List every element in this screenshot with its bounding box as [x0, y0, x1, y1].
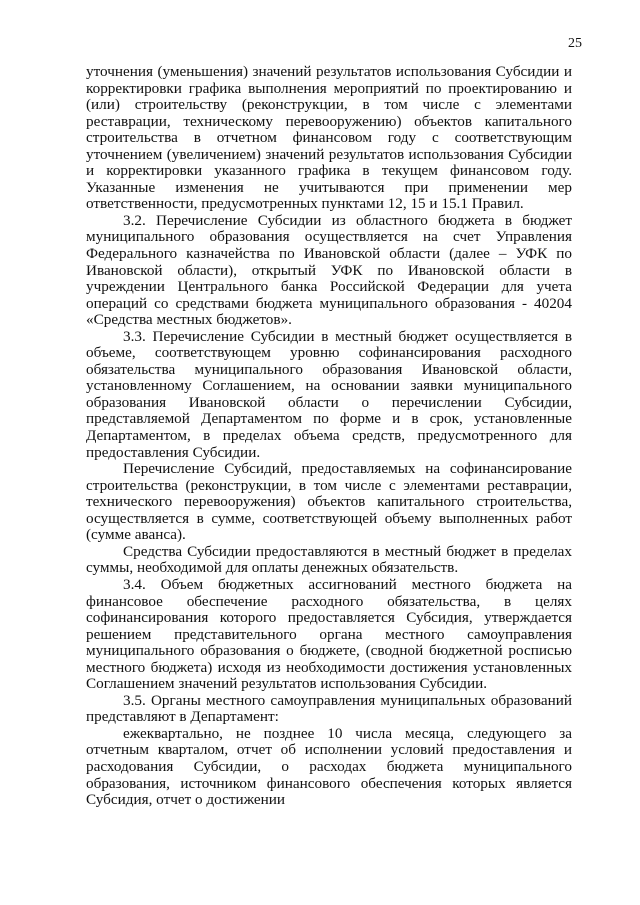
paragraph-3-2: 3.2. Перечисление Субсидии из областного бюджета в бюджет муниципального образования осуществляется на счет Управления Федерального казначейства по Ивановской области (далее – УФК по Ивановской области), открытый УФК по Ивановской области в учреждении Центрального банка Российской Федерации для учета операций со средствами бюджета муниципального образования - 40204 «Средства местных бюджетов». [86, 211, 572, 329]
paragraph-intro-continuation: уточнения (уменьшения) значений результатов использования Субсидии и корректировки графика выполнения мероприятий по проектированию и (или) строительству (реконструкции, в том числе с элементами реставрации, техническому перевооружению) объектов капитального строительства в отчетном финансовом году с соответствующим уточнением (увеличением) значений результатов использования Субсидии и корректировки указанного графика в текущем финансовом году. Указанные изменения не учитываются при применении мер ответственности, предусмотренных пунктами 12, 15 и 15.1 Правил. [86, 63, 572, 213]
paragraph-3-3: 3.3. Перечисление Субсидии в местный бюджет осуществляется в объеме, соответствующем уровню софинансирования расходного обязательства муниципального образования Ивановской области, установленному Соглашением, на основании заявки муниципального образования Ивановской области о перечислении Субсидии, представляемой Департаментом по форме и в срок, установленные Департаментом, в пределах объема средств, предусмотренного для предоставления Субсидии. [86, 327, 572, 461]
paragraph-3-4: 3.4. Объем бюджетных ассигнований местного бюджета на финансовое обеспечение расходного обязательства, в целях софинансирования которого предоставляется Субсидия, утверждается решением представительного органа местного самоуправления муниципального образования о бюджете, (сводной бюджетной росписью местного бюджета) исходя из необходимости достижения установленных Соглашением значений результатов использования Субсидии. [86, 575, 572, 693]
document-body [86, 64, 572, 809]
paragraph-cofinancing: Перечисление Субсидий, предоставляемых на софинансирование строительства (реконструкции, в том числе с элементами реставрации, технического перевооружения) объектов капитального строительства, осуществляется в сумме, соответствующей объему выполненных работ (сумме аванса). [86, 460, 572, 544]
paragraph-subsidy-funds: Средства Субсидии предоставляются в местный бюджет в пределах суммы, необходимой для оплаты денежных обязательств. [86, 542, 572, 577]
paragraph-quarterly-report: ежеквартально, не позднее 10 числа месяца, следующего за отчетным кварталом, отчет об исполнении условий предоставления и расходования Субсидии, о расходах бюджета муниципального образования, источником финансового обеспечения которых является Субсидия, отчет о достижении [86, 724, 572, 809]
paragraph-3-5: 3.5. Органы местного самоуправления муниципальных образований представляют в Департамент: [86, 691, 572, 726]
page-number: 25 [568, 36, 582, 51]
